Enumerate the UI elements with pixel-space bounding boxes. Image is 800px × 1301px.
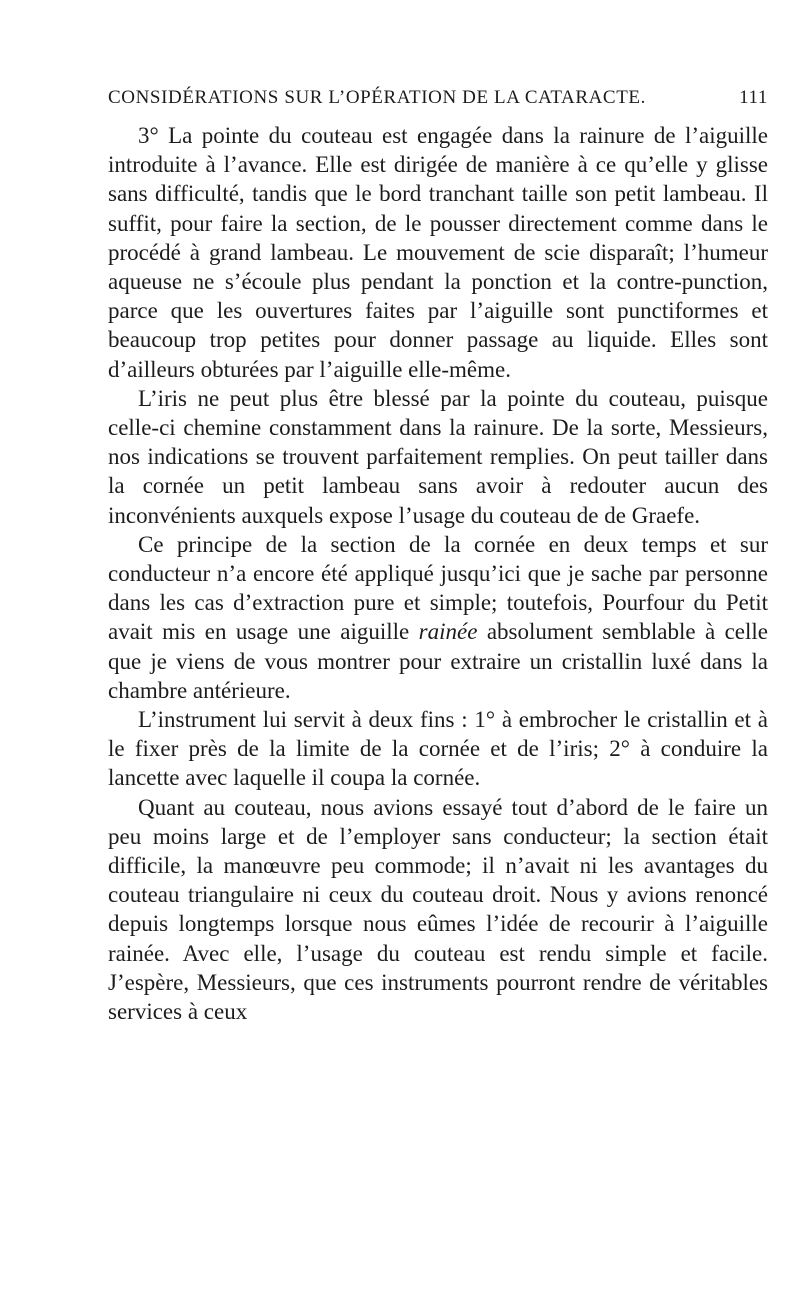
running-head xyxy=(108,87,768,115)
paragraph-principe-after: absolument semblable à celle que je viens de vous montrer pour extraire un cristallin luxé dans la chambre antérieure. xyxy=(108,619,768,703)
paragraph-iris: L’iris ne peut plus être blessé par la pointe du couteau, puisque celle-ci chemine constamment dans la rainure. De la sorte, Messieurs, nos indications se trouvent parfaitement remplies. On peut tailler dans la cornée un petit lambeau sans avoir à redouter aucun des inconvénients auxquels expose l’usage du couteau de de Graefe. xyxy=(108,385,768,528)
paragraph-principe xyxy=(108,530,768,705)
paragraph-instrument: L’instrument lui servit à deux fins : 1° à embrocher le cristallin et à le fixer près de la limite de la cornée et de l’iris; 2° à conduire la lancette avec laquelle il coupa la cornée. xyxy=(108,707,768,791)
running-head-title: CONSIDÉRATIONS SUR L’OPÉRATION DE LA CATARACTE. xyxy=(108,87,646,108)
italic-rainee: rainée xyxy=(418,619,478,645)
page-number: 111 xyxy=(739,87,768,108)
paragraph-point-3: 3° La pointe du couteau est engagée dans la rainure de l’aiguille introduite à l’avance. Elle est dirigée de manière à ce qu’elle y glisse sans difficulté, tandis que le bord tranchant taille son petit lambeau. Il suffit, pour faire la section, de le pousser directement comme dans le procédé à grand lambeau. Le mouvement de scie disparaît; l’humeur aqueuse ne s’écoule plus pendant la ponction et la contre-punction, parce que les ouvertures faites par l’aiguille sont punctiformes et beaucoup trop petites pour donner passage au liquide. Elles sont d’ailleurs obturées par l’aiguille elle-même. xyxy=(108,123,768,382)
body-text xyxy=(108,121,768,1026)
paragraph-principe-before: Ce principe de la section de la cornée en deux temps et sur conducteur n’a encore été appliqué jusqu’ici que je sache par personne dans les cas d’extraction pure et simple; toutefois, Pourfour du Petit avait mis en usage une aiguille xyxy=(108,531,768,645)
paragraph-couteau: Quant au couteau, nous avions essayé tout d’abord de le faire un peu moins large et de l’employer sans conducteur; la section était difficile, la manœuvre peu commode; il n’avait ni les avantages du couteau triangulaire ni ceux du couteau droit. Nous y avions renoncé depuis longtemps lorsque nous eûmes l’idée de recourir à l’aiguille rainée. Avec elle, l’usage du couteau est rendu simple et facile. J’espère, Messieurs, que ces instruments pourront rendre de véritables services à ceux xyxy=(108,794,768,1025)
